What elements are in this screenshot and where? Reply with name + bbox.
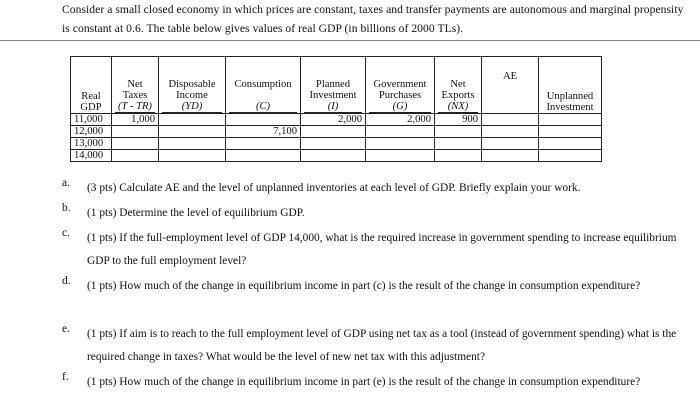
table-cell bbox=[301, 138, 366, 150]
table-cell bbox=[226, 150, 301, 162]
table-cell bbox=[482, 126, 539, 138]
header-net-exports: Net Exports (NX) bbox=[435, 57, 482, 114]
question-text: (1 pts) How much of the change in equilibrium income in part (c) is the result of the change in consumption expenditure? bbox=[87, 280, 641, 292]
gdp-table bbox=[70, 56, 602, 162]
table-cell bbox=[159, 138, 226, 150]
header-planned-investment: Planned Investment (I) bbox=[301, 57, 366, 114]
question-text: (1 pts) Determine the level of equilibrium GDP. bbox=[87, 207, 305, 219]
table-cell: 2,000 bbox=[366, 114, 435, 126]
table-cell bbox=[539, 138, 602, 150]
question-letter: b. bbox=[62, 202, 71, 214]
table-cell: 2,000 bbox=[301, 114, 366, 126]
table-cell bbox=[366, 150, 435, 162]
header-unplanned-investment: Unplanned Investment bbox=[539, 57, 602, 114]
table-cell bbox=[159, 114, 226, 126]
question-text: (1 pts) If aim is to reach to the full employment level of GDP using net tax as a tool (instead of government spending) what is the required change in taxes? What would be the level of new net tax with this adjustment? bbox=[87, 328, 677, 363]
table-cell bbox=[112, 150, 159, 162]
table-cell bbox=[482, 138, 539, 150]
table-cell bbox=[301, 150, 366, 162]
header-net-taxes: Net Taxes (T - TR) bbox=[112, 57, 159, 114]
table-header-row bbox=[71, 57, 602, 114]
question-letter: e. bbox=[62, 323, 70, 335]
table-cell: 7,100 bbox=[226, 126, 301, 138]
table-cell bbox=[226, 138, 301, 150]
header-real-gdp: Real GDP bbox=[71, 57, 112, 114]
table-cell bbox=[366, 138, 435, 150]
table-cell: 11,000 bbox=[71, 114, 112, 126]
table-cell bbox=[435, 126, 482, 138]
separator-line bbox=[0, 40, 700, 41]
question-text: (1 pts) If the full-employment level of GDP 14,000, what is the required increase in government spending to increase equilibrium GDP to the full employment level? bbox=[87, 232, 677, 267]
problem-intro: Consider a small closed economy in which prices are constant, taxes and transfer payments are autonomous and marginal propensity is constant at 0.6. The table below gives values of real GDP (in billions of 2000 TLs). bbox=[62, 3, 684, 35]
table-cell: 12,000 bbox=[71, 126, 112, 138]
table-row bbox=[71, 114, 602, 126]
question-letter: c. bbox=[62, 227, 70, 239]
question-text: (1 pts) How much of the change in equilibrium income in part (e) is the result of the change in consumption expenditure? bbox=[87, 376, 641, 388]
question-text: (3 pts) Calculate AE and the level of unplanned inventories at each level of GDP. Briefly explain your work. bbox=[87, 182, 581, 194]
table-cell bbox=[112, 126, 159, 138]
table-cell bbox=[539, 126, 602, 138]
table-row bbox=[71, 138, 602, 150]
question-letter: a. bbox=[62, 177, 70, 189]
table-cell: 14,000 bbox=[71, 150, 112, 162]
header-ae: AE bbox=[482, 57, 539, 114]
table-cell bbox=[482, 114, 539, 126]
table-cell bbox=[159, 126, 226, 138]
table-cell bbox=[435, 150, 482, 162]
header-consumption: Consumption (C) bbox=[226, 57, 301, 114]
table-cell: 900 bbox=[435, 114, 482, 126]
table-cell: 1,000 bbox=[112, 114, 159, 126]
table-cell bbox=[539, 150, 602, 162]
table-cell bbox=[226, 114, 301, 126]
table-cell bbox=[366, 126, 435, 138]
table-cell bbox=[482, 150, 539, 162]
header-disposable-income: Disposable Income (YD) bbox=[159, 57, 226, 114]
table-cell bbox=[539, 114, 602, 126]
table-cell: 13,000 bbox=[71, 138, 112, 150]
table-row bbox=[71, 150, 602, 162]
question-letter: f. bbox=[62, 371, 69, 383]
table-cell bbox=[112, 138, 159, 150]
table-cell bbox=[301, 126, 366, 138]
table-cell bbox=[159, 150, 226, 162]
table-cell bbox=[435, 138, 482, 150]
question-letter: d. bbox=[62, 275, 71, 287]
table-row bbox=[71, 126, 602, 138]
header-government-purchases: Government Purchases (G) bbox=[366, 57, 435, 114]
